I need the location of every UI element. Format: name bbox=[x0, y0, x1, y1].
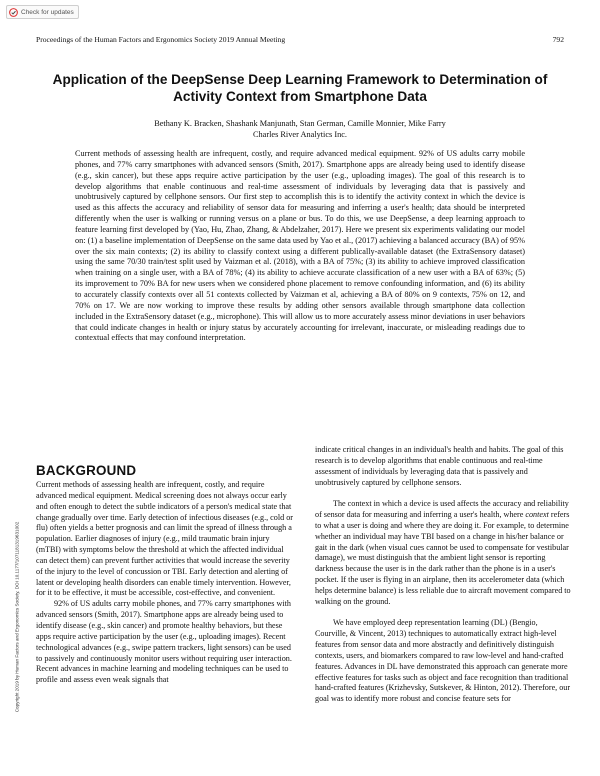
right-paragraph-2-end: refers to what a user is doing and where they are doing it. For example, to determine whether an individual may have TBI based on a change in his/her balance or gait in the dark (when visual cues cannot be used to compensate for vestibular damage), we must distinguish that the ambient light sensor is reporting darkness because the user is in the dark rather than the phone is in a user's pocket. If the user is flying in an airplane, then its accelerometer data (which helps determine balance) is less reliable due to aircraft movement compared to walking on the ground. bbox=[315, 510, 571, 606]
background-paragraph-2: 92% of US adults carry mobile phones, and 77% carry smartphones with advanced sensors (Smith, 2017). Smartphone apps are already being used to identify disease (e.g., skin cancer) and promote healthy behaviors, but these apps require active participation by the user (e.g., uploading images). Recent technological advances (e.g., swipe pattern trackers, light sensors) can be used to passively and continuously monitor users without requiring user interaction. Recent advances in machine learning and modeling techniques can be used to profile and assess even weak signals that bbox=[36, 599, 292, 685]
section-heading-background: BACKGROUND bbox=[36, 463, 137, 478]
page-number: 792 bbox=[552, 35, 564, 44]
running-header bbox=[36, 35, 564, 44]
right-paragraph-1: indicate critical changes in an individual's health and habits. The goal of this research is to develop algorithms that enable continuous and real-time assessment of individuals by leveraging data that is passively and unobtrusively captured by cellphone sensors. bbox=[315, 445, 564, 487]
copyright-text: Copyright 2019 by Human Factors and Ergonomics Society. DOI 10.1177/1071181319631002 bbox=[14, 521, 20, 712]
affiliation: Charles River Analytics Inc. bbox=[252, 130, 347, 139]
sidebar-copyright bbox=[13, 474, 21, 759]
author-list: Bethany K. Bracken, Shashank Manjunath, Stan German, Camille Monnier, Mike Farry bbox=[154, 119, 446, 128]
abstract: Current methods of assessing health are infrequent, costly, and require advanced medical equipment. 92% of US adults carry mobile phones, and 77% carry smartphones with advanced sensors (Smith, 2017). Smartphone apps are already being used to identify disease (e.g., skin cancer), but these apps require active participation by the user (e.g., uploading images). The goal of this research is to develop algorithms that enable continuous and real-time assessment of individuals by leveraging data that is passively and unobtrusively captured by cellphone sensors. Our first step to accomplish this is to identify the activity context in which the device is used as this affects the accuracy and reliability of sensor data for measuring and inferring a user's health; data should be interpreted differently when the user is walking or running versus on a plane or bus. To do this, we use DeepSense, a deep learning approach to feature learning first developed by (Yao, Hu, Zhao, Zhang, & Abdelzaher, 2017). Here we present six experiments validating our model on: (1) a baseline implementation of DeepSense on the same data used by Yao et al., (2017) achieving a balanced accuracy (BA) of 95% over the six main contexts; (2) its ability to classify context using a different publically-available dataset (the ExtraSensory dataset) using the same 70/30 train/test split used by Vaizman et al. (2018), with a BA of 75%; (3) its ability to achieve improved classification when training on a single user, with a BA of 78%; (4) its ability to achieve accurate classification of a new user with a BA of 63%; (5) its improvement to 70% BA for new users when we considered phone placement to remove confounding information, and (6) its ability to accurately classify contexts over all 51 contexts collected by Vaizman et al, achieving a BA of 80% on 9 contexts, 75% on 12, and 70% on 17. We are now working to improve these results by adding other sensors available through smartphone data collection included in the ExtraSensory dataset (e.g., microphone). This will allow us to more accurately assess minor deviations in user behaviors that could indicate changes in health or injury status by accurately accounting for irrelevant, inaccurate, or misleading readings due to contextual effects that may confound interpretation. bbox=[75, 149, 525, 343]
paper-title: Application of the DeepSense Deep Learning Framework to Determination of Activity Context from Smartphone Data bbox=[52, 72, 548, 104]
background-paragraph-1: Current methods of assessing health are infrequent, costly, and require advanced medical equipment. Medical screening does not always occur early and often enough to detect the subtle indicators of a person's medical state that change gradually over time. Early detection of infectious diseases (e.g., cold or flu) often yields a better prognosis and can limit the spread of illness through a population. Earlier diagnoses of injury (e.g., mild traumatic brain injury (mTBI) with symptoms below the threshold at which the affected individual can detect them) can prevent further activities that would increase the severity of the injury to the level of concussion or TBI. Early detection and alerting of latent or developing health disorders can enable timely intervention. However, for it to be effective, it must be accessible, cost-effective, and convenient. bbox=[36, 480, 293, 598]
check-for-updates-badge[interactable] bbox=[6, 5, 79, 19]
right-paragraph-2-start: The context in which a device is used affects the accuracy and reliability of sensor data for measuring and inferring a user's health, where bbox=[315, 499, 569, 520]
right-column bbox=[315, 445, 571, 705]
check-updates-icon bbox=[9, 8, 18, 17]
left-column bbox=[36, 463, 293, 686]
right-paragraph-2 bbox=[315, 499, 571, 607]
author-block bbox=[40, 118, 560, 140]
context-emphasis: context bbox=[525, 510, 549, 520]
check-for-updates-label: Check for updates bbox=[21, 8, 74, 16]
journal-name: Proceedings of the Human Factors and Ergonomics Society 2019 Annual Meeting bbox=[36, 35, 286, 44]
right-paragraph-3: We have employed deep representation learning (DL) (Bengio, Courville, & Vincent, 2013) techniques to automatically extract high-level features from sensor data and more abstractly and definitively distinguish contexts, users, and biomarkers compared to raw low-level and hand-crafted features. Advances in DL have demonstrated this approach can generate more effective features for tasks such as object and face recognition than traditional hand-crafted features (Krizhevsky, Sutskever, & Hinton, 2012). Therefore, our goal was to identify more robust and concise feature sets for bbox=[315, 618, 571, 704]
